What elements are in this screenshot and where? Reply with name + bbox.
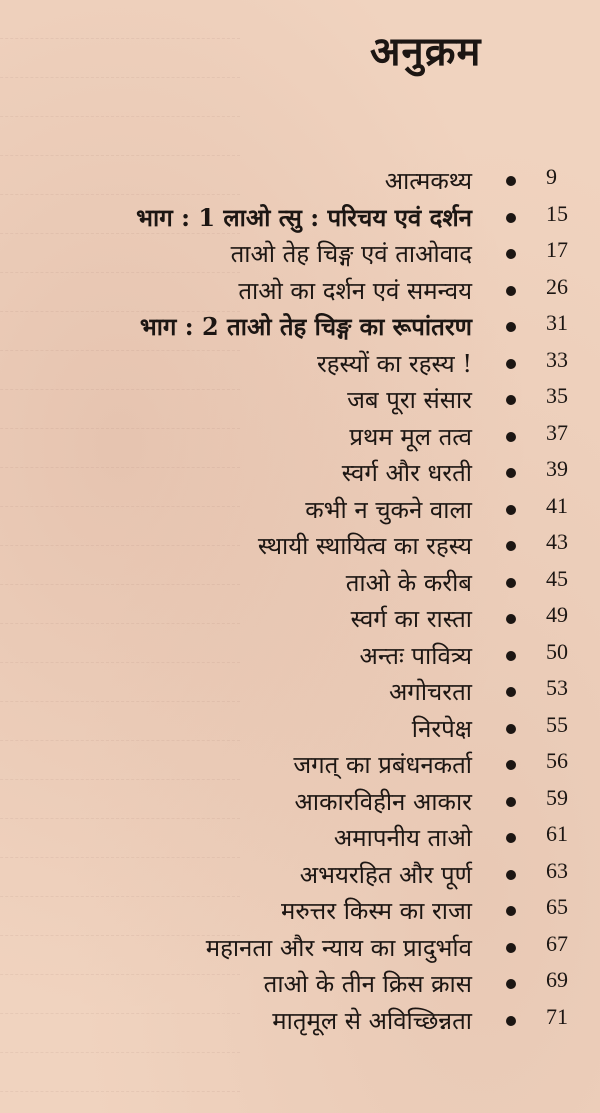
toc-entry bbox=[0, 562, 600, 599]
toc-entry-page-number: 59 bbox=[546, 784, 568, 810]
toc-entry-page-number: 55 bbox=[546, 711, 568, 737]
toc-entry bbox=[0, 1000, 600, 1037]
toc-entry-title: मातृमूल से अविच्छिन्नता bbox=[272, 1006, 472, 1035]
toc-entry-page-number: 31 bbox=[546, 310, 568, 335]
toc-entry-title: निरपेक्ष bbox=[411, 714, 472, 743]
toc-entry-page-number: 35 bbox=[546, 383, 568, 408]
bullet-icon bbox=[506, 760, 516, 770]
toc-entry-page-number: 71 bbox=[546, 1003, 568, 1029]
toc-entry bbox=[0, 890, 600, 927]
toc-entry-title: ताओ तेह चिङ्ग एवं ताओवाद bbox=[230, 240, 472, 268]
toc-entry-page-number: 61 bbox=[546, 821, 568, 846]
toc-entry-page-number: 67 bbox=[546, 930, 568, 956]
toc-entry-title: अभयरहित और पूर्ण bbox=[299, 860, 472, 889]
toc-entry-page-number: 69 bbox=[546, 967, 568, 992]
toc-entry-title: अमापनीय ताओ bbox=[333, 824, 472, 852]
toc-entry bbox=[0, 635, 600, 672]
table-of-contents bbox=[0, 160, 600, 1036]
toc-entry-page-number: 39 bbox=[546, 456, 568, 481]
bullet-icon bbox=[506, 870, 516, 880]
toc-entry-title: आकारविहीन आकार bbox=[294, 787, 472, 816]
toc-entry bbox=[0, 854, 600, 891]
bullet-icon bbox=[506, 176, 516, 186]
toc-entry-title: जगत् का प्रबंधनकर्ता bbox=[293, 751, 472, 779]
toc-entry-page-number: 33 bbox=[546, 346, 568, 372]
toc-entry bbox=[0, 781, 600, 818]
bullet-icon bbox=[506, 432, 516, 442]
toc-entry-title: मरुत्तर किस्म का राजा bbox=[280, 897, 472, 925]
bullet-icon bbox=[506, 1016, 516, 1026]
toc-entry bbox=[0, 817, 600, 854]
toc-entry bbox=[0, 452, 600, 489]
toc-entry-title: कभी न चुकने वाला bbox=[305, 495, 472, 524]
toc-entry-page-number: 53 bbox=[546, 675, 568, 700]
toc-entry-title: स्थायी स्थायित्व का रहस्य bbox=[257, 532, 472, 560]
toc-entry bbox=[0, 744, 600, 781]
toc-entry bbox=[0, 379, 600, 416]
bullet-icon bbox=[506, 687, 516, 697]
bullet-icon bbox=[506, 797, 516, 807]
toc-entry-page-number: 65 bbox=[546, 894, 568, 919]
bullet-icon bbox=[506, 651, 516, 661]
toc-entry bbox=[0, 160, 600, 197]
toc-entry-title: अगोचरता bbox=[388, 678, 472, 706]
toc-entry-title: ताओ का दर्शन एवं समन्वय bbox=[238, 276, 472, 305]
toc-entry-title: अन्तः पावित्र्य bbox=[359, 641, 472, 670]
toc-entry-page-number: 43 bbox=[546, 529, 568, 554]
bullet-icon bbox=[506, 833, 516, 843]
toc-entry-title: स्वर्ग और धरती bbox=[341, 459, 472, 487]
toc-entry-title: महानता और न्याय का प्रादुर्भाव bbox=[205, 933, 472, 962]
toc-entry-title: आत्मकथ्य bbox=[384, 167, 472, 195]
toc-entry-page-number: 37 bbox=[546, 419, 568, 445]
bullet-icon bbox=[506, 249, 516, 259]
toc-entry-page-number: 56 bbox=[546, 748, 568, 773]
bullet-icon bbox=[506, 578, 516, 588]
toc-entry-title: ताओ के तीन क्रिस क्रास bbox=[263, 970, 472, 998]
bullet-icon bbox=[506, 979, 516, 989]
toc-entry-page-number: 26 bbox=[546, 273, 568, 299]
toc-entry-page-number: 41 bbox=[546, 492, 568, 518]
bullet-icon bbox=[506, 505, 516, 515]
toc-entry bbox=[0, 270, 600, 307]
bullet-icon bbox=[506, 614, 516, 624]
toc-entry bbox=[0, 963, 600, 1000]
bullet-icon bbox=[506, 541, 516, 551]
toc-entry-title: प्रथम मूल तत्व bbox=[349, 422, 472, 451]
toc-entry-title: भाग : 2 ताओ तेह चिङ्ग का रूपांतरण bbox=[139, 312, 472, 341]
toc-entry-page-number: 49 bbox=[546, 602, 568, 627]
toc-entry-page-number: 9 bbox=[546, 164, 557, 189]
toc-entry-title: जब पूरा संसार bbox=[347, 386, 472, 414]
bullet-icon bbox=[506, 322, 516, 332]
bullet-icon bbox=[506, 906, 516, 916]
bullet-icon bbox=[506, 359, 516, 369]
bullet-icon bbox=[506, 468, 516, 478]
toc-entry bbox=[0, 197, 600, 234]
toc-entry-page-number: 17 bbox=[546, 237, 568, 262]
page-title: अनुक्रम bbox=[370, 28, 482, 75]
toc-entry bbox=[0, 233, 600, 270]
toc-entry bbox=[0, 489, 600, 526]
bullet-icon bbox=[506, 213, 516, 223]
toc-entry bbox=[0, 671, 600, 708]
toc-entry-title: ताओ के करीब bbox=[345, 568, 472, 597]
toc-entry-page-number: 50 bbox=[546, 638, 568, 664]
toc-entry bbox=[0, 598, 600, 635]
toc-entry-title: भाग : 1 लाओ त्सु : परिचय एवं दर्शन bbox=[136, 202, 472, 232]
toc-entry-title: स्वर्ग का रास्ता bbox=[350, 605, 472, 633]
toc-entry bbox=[0, 306, 600, 343]
toc-entry-page-number: 45 bbox=[546, 565, 568, 591]
toc-entry bbox=[0, 343, 600, 380]
toc-entry bbox=[0, 416, 600, 453]
toc-entry bbox=[0, 927, 600, 964]
toc-entry bbox=[0, 708, 600, 745]
toc-entry-title: रहस्यों का रहस्य ! bbox=[316, 349, 472, 378]
toc-entry-page-number: 63 bbox=[546, 857, 568, 883]
bullet-icon bbox=[506, 943, 516, 953]
bullet-icon bbox=[506, 724, 516, 734]
toc-entry bbox=[0, 525, 600, 562]
bullet-icon bbox=[506, 395, 516, 405]
toc-entry-page-number: 15 bbox=[546, 200, 568, 226]
bullet-icon bbox=[506, 286, 516, 296]
